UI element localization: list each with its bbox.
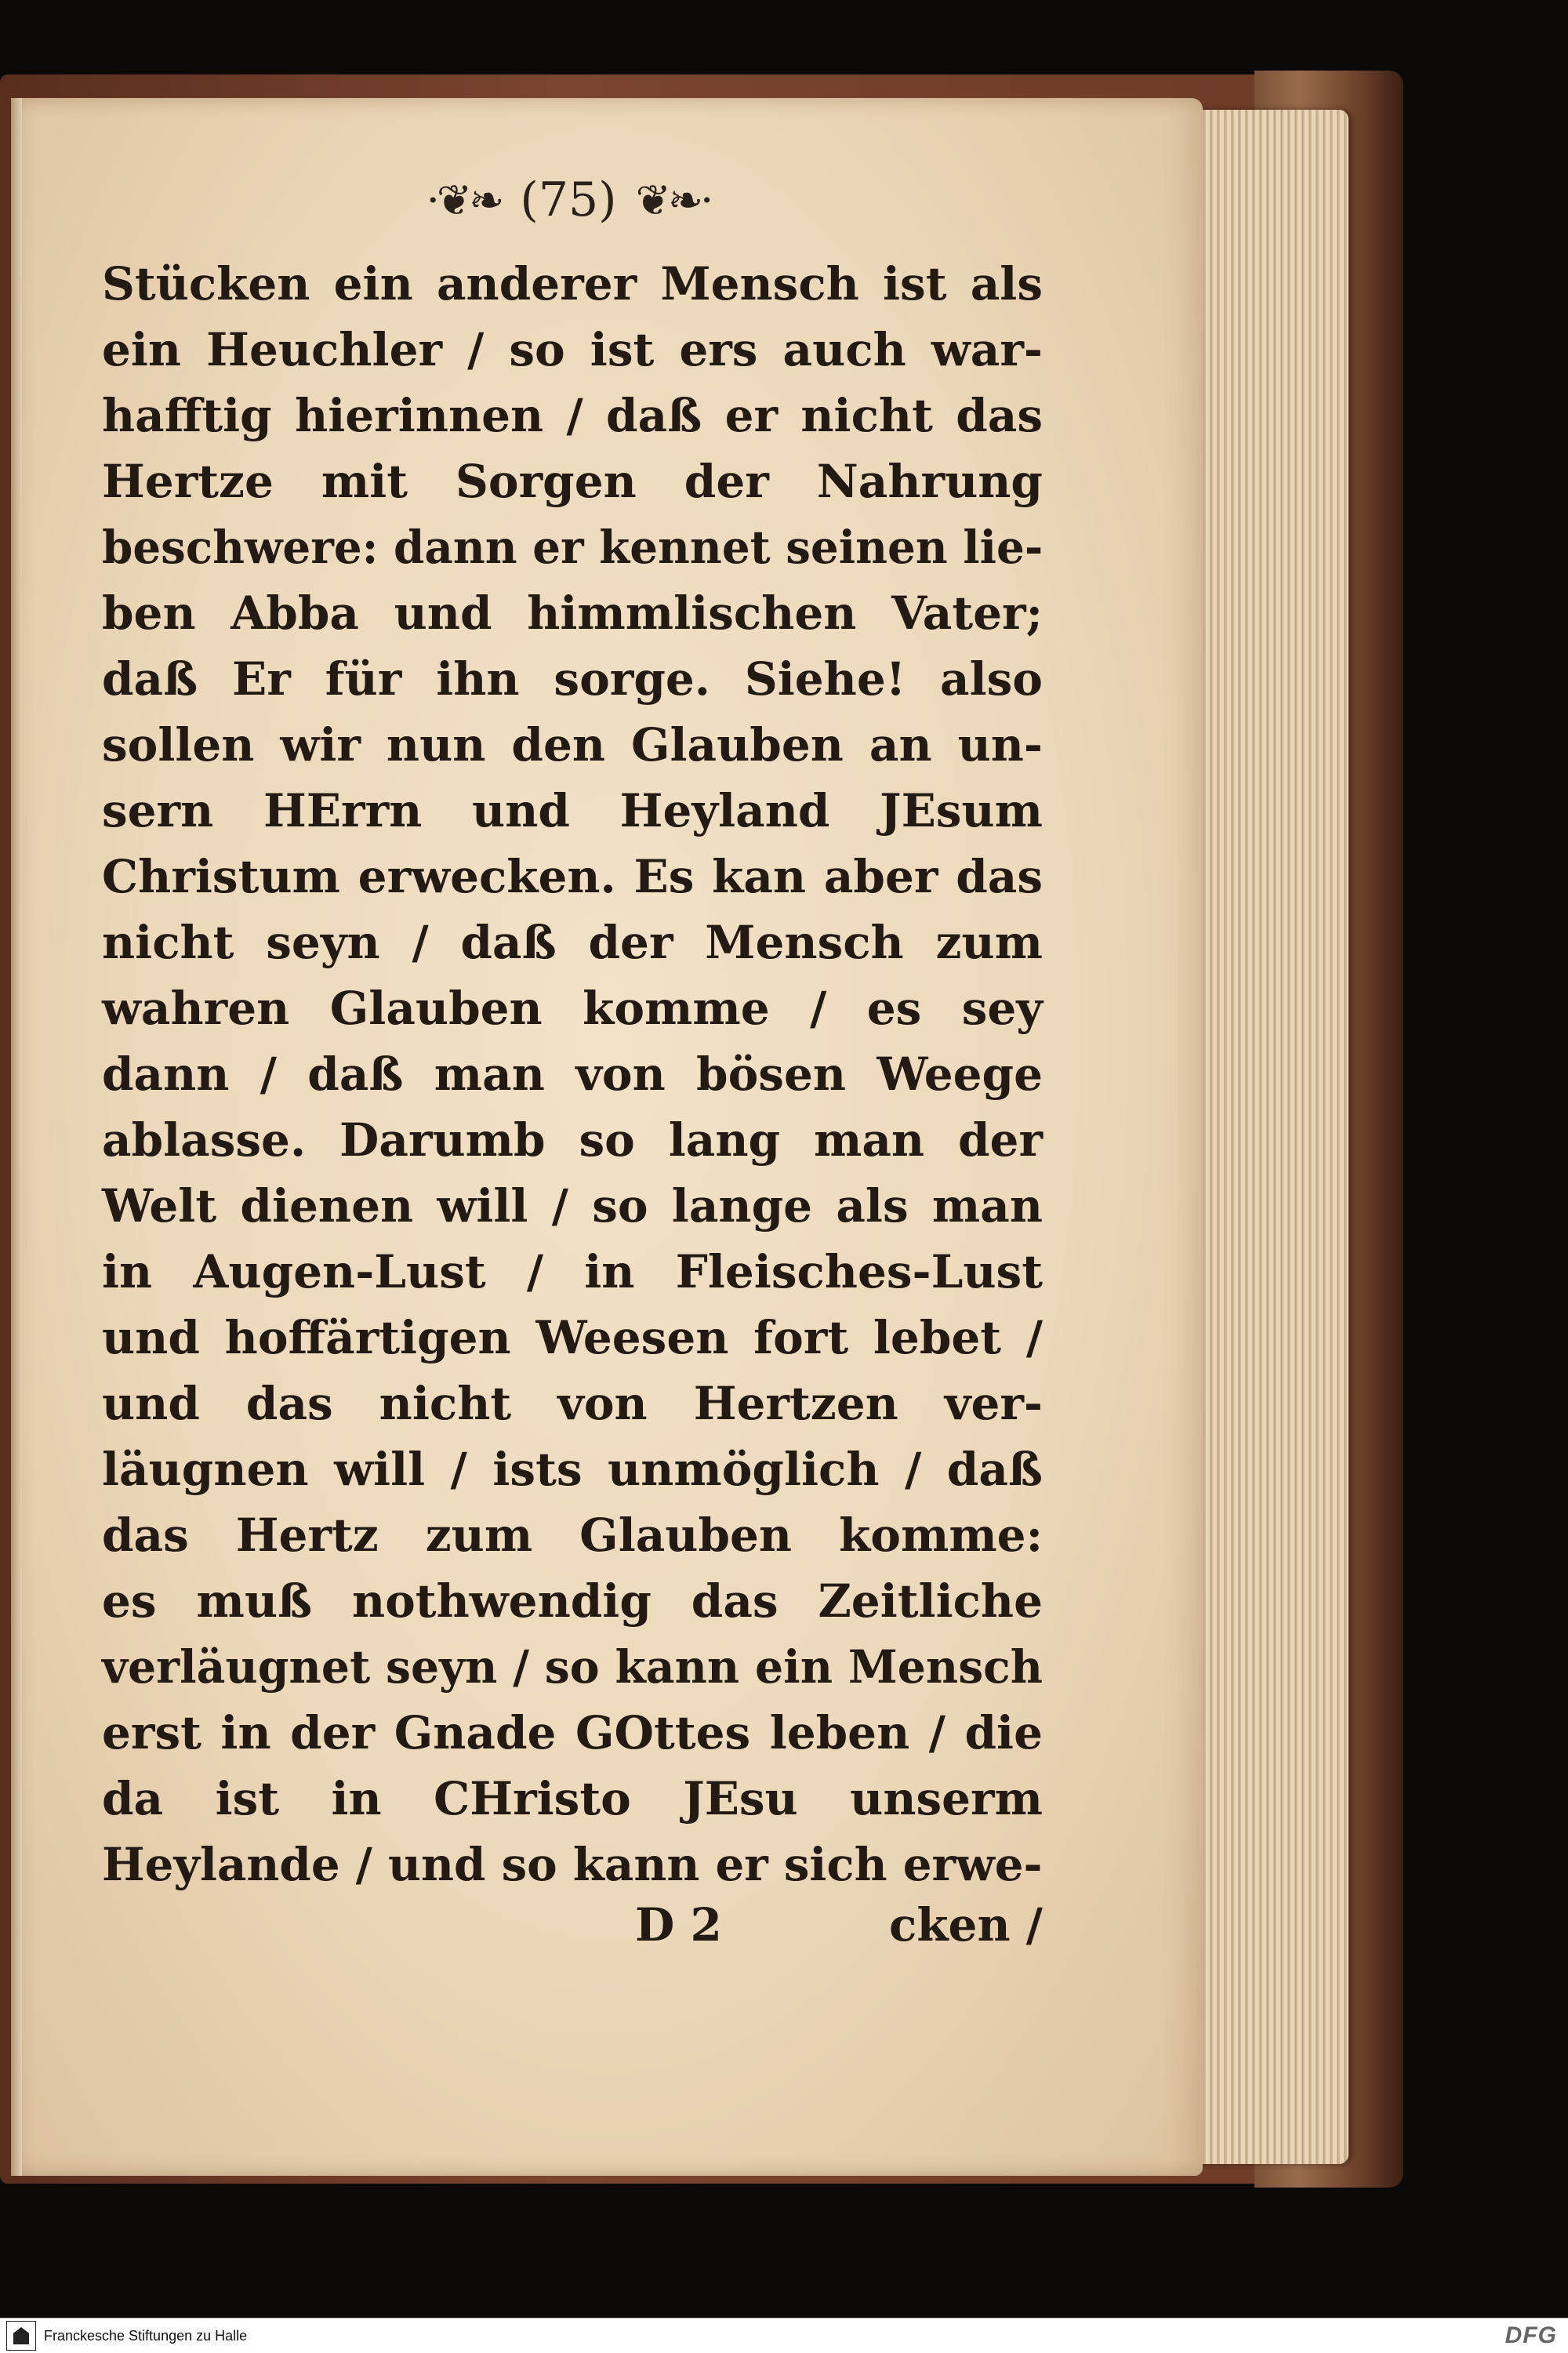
ornament-left: ·❦❧ xyxy=(426,175,502,225)
text-line: und hoffärtigen Weesen fort lebet / xyxy=(102,1311,1043,1364)
page-number: (75) xyxy=(520,172,617,227)
text-line: wahren Glauben komme / es sey xyxy=(102,982,1043,1035)
text-line: ben Abba und himmlischen Vater; xyxy=(102,586,1043,640)
text-line: Heylande / und so kann er sich erwe- xyxy=(102,1838,1043,1891)
text-line: Christum erwecken. Es kan aber das xyxy=(102,850,1043,903)
text-line: Stücken ein anderer Mensch ist als xyxy=(102,257,1043,310)
institution-logo-icon xyxy=(6,2321,36,2351)
page-gutter xyxy=(11,98,22,2176)
text-line: ein Heuchler / so ist ers auch war- xyxy=(102,323,1043,376)
text-line: dann / daß man von bösen Weege xyxy=(102,1048,1043,1101)
catchword: cken / xyxy=(889,1898,1043,1952)
text-line: daß Er für ihn sorge. Siehe! also xyxy=(102,652,1043,706)
page-edges xyxy=(1192,110,1348,2164)
text-line: und das nicht von Hertzen ver- xyxy=(102,1377,1043,1430)
footer-institution xyxy=(0,2321,247,2351)
text-line: sollen wir nun den Glauben an un- xyxy=(102,718,1043,772)
ornament-right: ❦❧· xyxy=(635,175,711,225)
text-line: verläugnet seyn / so kann ein Mensch xyxy=(102,1640,1044,1694)
footer-bar xyxy=(0,2318,1568,2353)
signature-mark: D 2 xyxy=(635,1898,722,1952)
institution-name: Franckesche Stiftungen zu Halle xyxy=(44,2327,248,2344)
text-line: da ist in CHristo JEsu unserm xyxy=(102,1772,1043,1825)
text-line: läugnen will / ists unmöglich / daß xyxy=(102,1443,1043,1496)
page-text xyxy=(102,251,1043,1897)
text-line: beschwere: dann er kennet seinen lie- xyxy=(102,521,1044,574)
text-line: das Hertz zum Glauben komme: xyxy=(102,1509,1043,1562)
text-line: erst in der Gnade GOttes leben / die xyxy=(102,1706,1043,1759)
text-line: es muß nothwendig das Zeitliche xyxy=(102,1574,1043,1628)
page-foot xyxy=(635,1890,1043,1960)
dfg-logo: DFG xyxy=(1504,2322,1557,2348)
text-line: Welt dienen will / so lange als man xyxy=(102,1179,1043,1233)
text-line: in Augen-Lust / in Fleisches-Lust xyxy=(102,1245,1043,1298)
text-line: Hertze mit Sorgen der Nahrung xyxy=(102,455,1043,508)
text-line: nicht seyn / daß der Mensch zum xyxy=(102,916,1043,969)
text-line: hafftig hierinnen / daß er nicht das xyxy=(102,389,1043,442)
text-line: sern HErrn und Heyland JEsum xyxy=(102,784,1043,837)
text-line: ablasse. Darumb so lang man der xyxy=(102,1113,1043,1167)
page-header xyxy=(384,169,753,231)
